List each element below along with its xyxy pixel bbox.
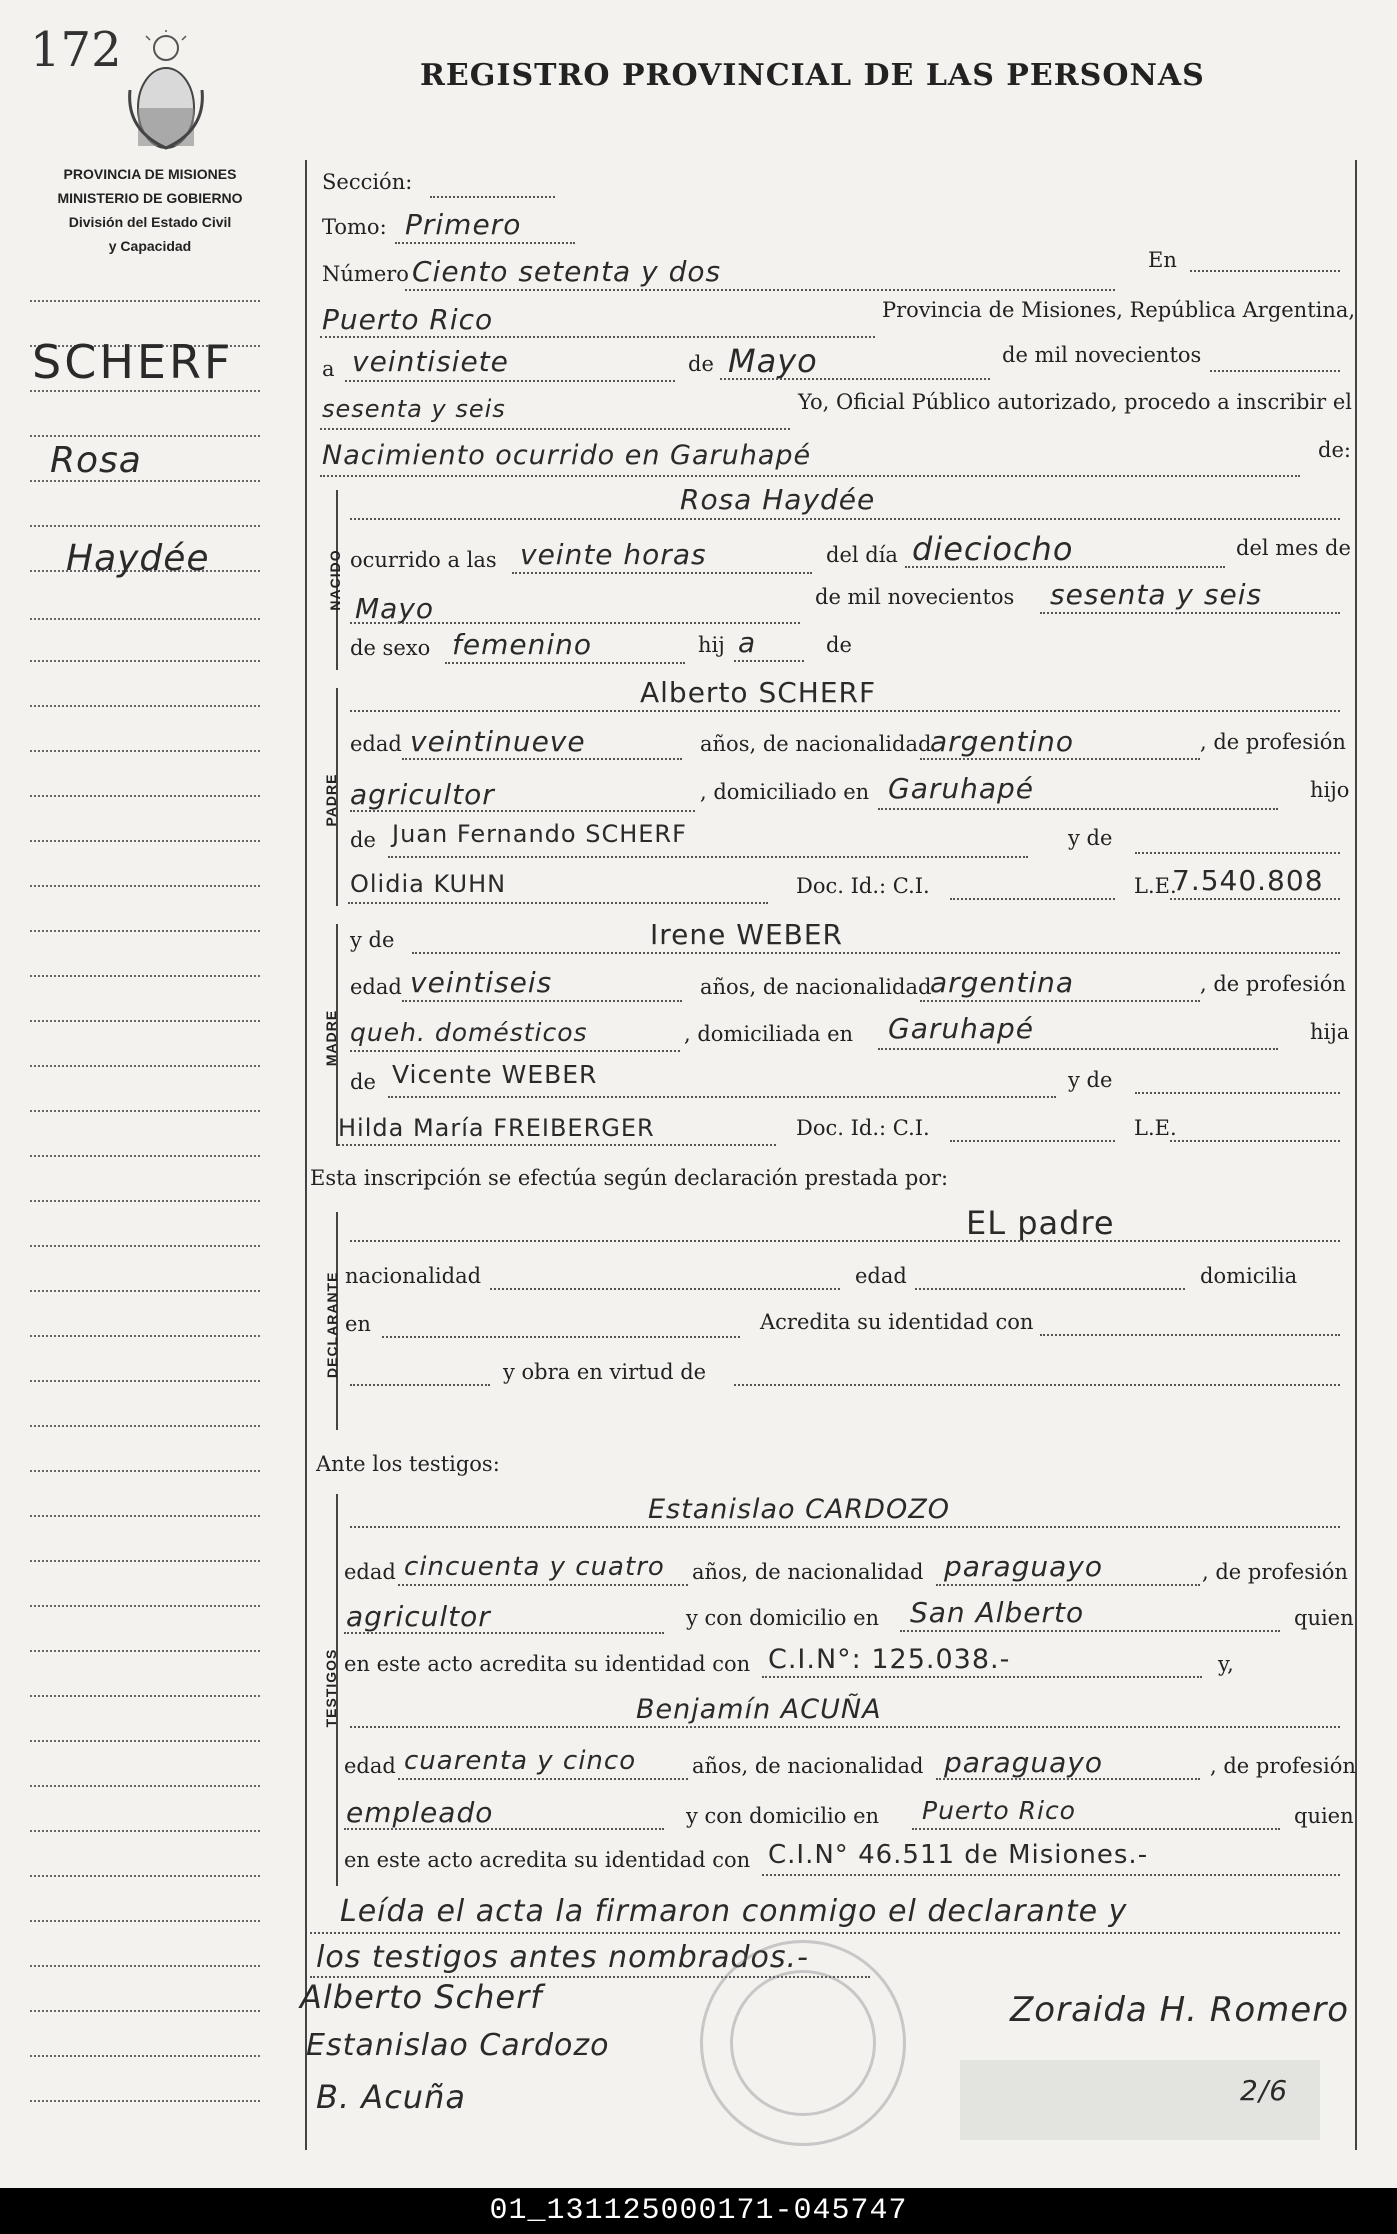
provincia-label: Provincia de Misiones, República Argentina, bbox=[882, 298, 1356, 322]
madre-doc-label: Doc. Id.: C.I. bbox=[796, 1116, 930, 1140]
t2-quien-label: quien bbox=[1294, 1804, 1354, 1828]
padre-madre-value: Olidia KUHN bbox=[350, 870, 507, 898]
t1-quien-label: quien bbox=[1294, 1606, 1354, 1630]
de-label-2: de bbox=[826, 633, 852, 657]
nacido-side-label: NACIDO bbox=[327, 549, 343, 611]
hij-suffix: a bbox=[738, 626, 757, 659]
dia-nac-value: dieciocho bbox=[912, 530, 1074, 568]
t2-doc-value: C.I.N° 46.511 de Misiones.- bbox=[768, 1840, 1149, 1870]
nota-line-2: los testigos antes nombrados.- bbox=[316, 1940, 809, 1975]
a-label: a bbox=[322, 357, 335, 381]
padre-nac-label: años, de nacionalidad bbox=[700, 732, 932, 756]
declarante-side-label: DECLARANTE bbox=[324, 1271, 340, 1378]
madre-edad-value: veintiseis bbox=[410, 966, 553, 999]
tomo-value: Primero bbox=[405, 208, 522, 241]
t1-prof-value: agricultor bbox=[346, 1600, 491, 1633]
signature-padre: Alberto Scherf bbox=[300, 1978, 543, 2016]
madre-prof-value: queh. domésticos bbox=[350, 1018, 588, 1047]
padre-nombre: Alberto SCHERF bbox=[640, 676, 877, 709]
t1-dom-label: y con domicilio en bbox=[686, 1606, 880, 1630]
edad-label-2: edad bbox=[855, 1264, 907, 1288]
hijo-label: hijo bbox=[1310, 778, 1350, 802]
image-id-footer: 01_131125000171-045747 bbox=[0, 2188, 1397, 2234]
seal-text-2: MINISTERIO DE GOBIERNO bbox=[57, 190, 243, 206]
de-mil-label: de mil novecientos bbox=[1002, 343, 1202, 367]
page-number: 172 bbox=[30, 22, 122, 78]
del-dia-label: del día bbox=[826, 543, 898, 567]
inscripcion-label: Esta inscripción se efectúa según declaración prestada por: bbox=[310, 1166, 949, 1190]
hora-value: veinte horas bbox=[520, 538, 707, 571]
t1-prof-label: , de profesión bbox=[1202, 1560, 1348, 1584]
madre-nac-label: años, de nacionalidad bbox=[700, 975, 932, 999]
frame-right-rule bbox=[1355, 160, 1357, 2150]
t2-acredita-label: en este acto acredita su identidad con bbox=[344, 1848, 751, 1872]
madre-nac-value: argentina bbox=[930, 966, 1075, 999]
t2-dom-label: y con domicilio en bbox=[686, 1804, 880, 1828]
hija-label: hija bbox=[1310, 1020, 1350, 1044]
domicilia-label: domicilia bbox=[1200, 1264, 1298, 1288]
signature-testigo-2: B. Acuña bbox=[316, 2078, 466, 2116]
ocurrido-label: ocurrido a las bbox=[350, 548, 497, 572]
nacido-nombre: Rosa Haydée bbox=[680, 483, 876, 516]
padre-padre-value: Juan Fernando SCHERF bbox=[392, 820, 687, 848]
numero-value: Ciento setenta y dos bbox=[412, 255, 722, 288]
page-title: REGISTRO PROVINCIAL DE LAS PERSONAS bbox=[420, 58, 1205, 93]
margin-name-1: Rosa bbox=[50, 440, 142, 481]
de-label: de bbox=[688, 352, 714, 376]
t2-prof-label: , de profesión bbox=[1210, 1754, 1356, 1778]
madre-y-de-label: y de bbox=[350, 928, 395, 952]
sexo-value: femenino bbox=[452, 628, 592, 661]
acredita-label: Acredita su identidad con bbox=[760, 1310, 1034, 1334]
padre-nac-value: argentino bbox=[930, 725, 1075, 758]
seal-text-3: División del Estado Civil bbox=[68, 214, 232, 230]
mes-nac-value: Mayo bbox=[355, 592, 435, 625]
t2-nac-label: años, de nacionalidad bbox=[692, 1754, 924, 1778]
madre-padre-value: Vicente WEBER bbox=[392, 1060, 598, 1089]
seal-text-4: y Capacidad bbox=[108, 238, 192, 254]
del-mes-label: del mes de bbox=[1236, 536, 1351, 560]
margin-name-2: Haydée bbox=[66, 538, 210, 579]
madre-dom-label: , domiciliada en bbox=[684, 1022, 854, 1046]
t1-edad-value: cincuenta y cuatro bbox=[404, 1552, 665, 1582]
t1-acredita-label: en este acto acredita su identidad con bbox=[344, 1652, 751, 1676]
padre-side-label: PADRE bbox=[323, 773, 339, 827]
t2-nac-value: paraguayo bbox=[944, 1746, 1103, 1779]
t2-edad-label: edad bbox=[344, 1754, 396, 1778]
mes-value: Mayo bbox=[728, 342, 818, 380]
signature-date: 2/6 bbox=[1240, 2074, 1289, 2107]
padre-prof-label: , de profesión bbox=[1200, 730, 1346, 754]
t1-nac-label: años, de nacionalidad bbox=[692, 1560, 924, 1584]
madre-nombre: Irene WEBER bbox=[650, 918, 843, 951]
t1-edad-label: edad bbox=[344, 1560, 396, 1584]
padre-de-label: de bbox=[350, 828, 376, 852]
numero-label: Número bbox=[322, 262, 409, 286]
lugar-value: Puerto Rico bbox=[322, 303, 494, 336]
obra-label: y obra en virtud de bbox=[503, 1360, 707, 1384]
coat-of-arms-icon bbox=[126, 30, 206, 150]
testigos-side-label: TESTIGOS bbox=[323, 1648, 339, 1728]
oficial-label: Yo, Oficial Público autorizado, procedo a inscribir el bbox=[798, 390, 1352, 414]
acto-value: Nacimiento ocurrido en Garuhapé bbox=[322, 440, 812, 471]
declarante-value: EL padre bbox=[966, 1204, 1115, 1242]
ante-label: Ante los testigos: bbox=[316, 1452, 500, 1476]
en-label: En bbox=[1148, 248, 1177, 272]
t2-prof-value: empleado bbox=[346, 1796, 494, 1829]
t1-doc-value: C.I.N°: 125.038.- bbox=[768, 1644, 1011, 1675]
margin-surname: SCHERF bbox=[32, 335, 234, 389]
seccion-label: Sección: bbox=[322, 170, 413, 194]
padre-prof-value: agricultor bbox=[350, 778, 495, 811]
frame-left-rule bbox=[305, 160, 307, 2150]
padre-dom-label: , domiciliado en bbox=[700, 780, 870, 804]
signature-oficial: Zoraida H. Romero bbox=[1010, 1990, 1350, 2030]
t1-y-label: y, bbox=[1218, 1652, 1234, 1676]
official-stamp-inner bbox=[730, 1970, 876, 2116]
de-colon-label: de: bbox=[1318, 438, 1351, 462]
madre-y-de-label-2: y de bbox=[1068, 1068, 1113, 1092]
anio-nac-value: sesenta y seis bbox=[1050, 578, 1263, 611]
t1-dom-value: San Alberto bbox=[910, 1596, 1085, 1629]
de-sexo-label: de sexo bbox=[350, 636, 431, 660]
padre-edad-value: veintinueve bbox=[410, 725, 586, 758]
madre-de-label: de bbox=[350, 1070, 376, 1094]
padre-le-label: L.E. bbox=[1134, 874, 1177, 898]
dia-value: veintisiete bbox=[352, 345, 509, 378]
padre-le-value: 7.540.808 bbox=[1172, 864, 1324, 897]
madre-edad-label: edad bbox=[350, 975, 402, 999]
padre-dom-value: Garuhapé bbox=[888, 772, 1035, 805]
t2-dom-value: Puerto Rico bbox=[922, 1796, 1076, 1825]
t2-nombre: Benjamín ACUÑA bbox=[636, 1694, 882, 1725]
hij-label: hij bbox=[698, 633, 725, 657]
t1-nac-value: paraguayo bbox=[944, 1550, 1103, 1583]
de-mil-label-2: de mil novecientos bbox=[815, 585, 1015, 609]
padre-edad-label: edad bbox=[350, 732, 402, 756]
seal-text-1: PROVINCIA DE MISIONES bbox=[63, 166, 237, 182]
madre-madre-value: Hilda María FREIBERGER bbox=[338, 1114, 655, 1142]
nacionalidad-label: nacionalidad bbox=[345, 1264, 482, 1288]
madre-le-label: L.E. bbox=[1134, 1116, 1177, 1140]
padre-y-de-label: y de bbox=[1068, 826, 1113, 850]
nota-line-1: Leída el acta la firmaron conmigo el declarante y bbox=[340, 1894, 1128, 1929]
anio-value: sesenta y seis bbox=[322, 395, 506, 423]
t2-edad-value: cuarenta y cinco bbox=[404, 1746, 637, 1776]
en-label-2: en bbox=[345, 1312, 371, 1336]
madre-side-label: MADRE bbox=[323, 1009, 339, 1067]
tomo-label: Tomo: bbox=[322, 215, 387, 239]
madre-prof-label: , de profesión bbox=[1200, 972, 1346, 996]
t1-nombre: Estanislao CARDOZO bbox=[648, 1494, 950, 1525]
signature-testigo-1: Estanislao Cardozo bbox=[306, 2028, 610, 2063]
madre-dom-value: Garuhapé bbox=[888, 1012, 1035, 1045]
padre-doc-label: Doc. Id.: C.I. bbox=[796, 874, 930, 898]
